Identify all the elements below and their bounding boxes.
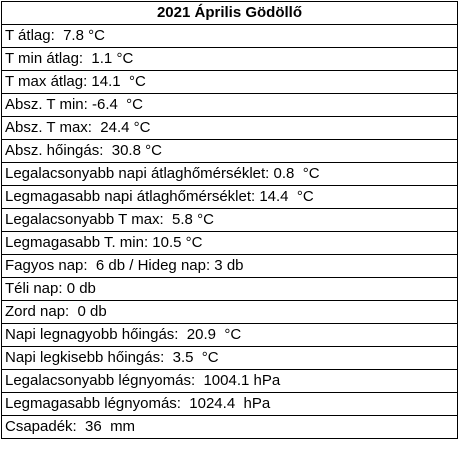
stat-lowest-max: Legalacsonyabb T max: 5.8 °C xyxy=(2,209,458,232)
table-row xyxy=(2,71,458,94)
stat-highest-pressure: Legmagasabb légnyomás: 1024.4 hPa xyxy=(2,393,458,416)
stat-absolute-max: Absz. T max: 24.4 °C xyxy=(2,117,458,140)
table-row xyxy=(2,94,458,117)
stat-absolute-range: Absz. hőingás: 30.8 °C xyxy=(2,140,458,163)
table-title: 2021 Április Gödöllő xyxy=(2,2,458,25)
stat-mean-max-temperature: T max átlag: 14.1 °C xyxy=(2,71,458,94)
stat-highest-daily-mean: Legmagasabb napi átlaghőmérséklet: 14.4 °C xyxy=(2,186,458,209)
table-row xyxy=(2,416,458,439)
table-row xyxy=(2,232,458,255)
table-row xyxy=(2,25,458,48)
table-row xyxy=(2,140,458,163)
stat-severe-days: Zord nap: 0 db xyxy=(2,301,458,324)
table-row xyxy=(2,347,458,370)
table-row xyxy=(2,48,458,71)
table-row xyxy=(2,278,458,301)
stat-lowest-daily-mean: Legalacsonyabb napi átlaghőmérséklet: 0.8 °C xyxy=(2,163,458,186)
table-row xyxy=(2,209,458,232)
table-header-row xyxy=(2,2,458,25)
table-row xyxy=(2,301,458,324)
stat-highest-min: Legmagasabb T. min: 10.5 °C xyxy=(2,232,458,255)
stat-lowest-pressure: Legalacsonyabb légnyomás: 1004.1 hPa xyxy=(2,370,458,393)
table-row xyxy=(2,117,458,140)
table-row xyxy=(2,163,458,186)
stat-absolute-min: Absz. T min: -6.4 °C xyxy=(2,94,458,117)
stat-max-daily-range: Napi legnagyobb hőingás: 20.9 °C xyxy=(2,324,458,347)
table-row xyxy=(2,370,458,393)
table-row xyxy=(2,324,458,347)
stat-mean-min-temperature: T min átlag: 1.1 °C xyxy=(2,48,458,71)
stat-winter-days: Téli nap: 0 db xyxy=(2,278,458,301)
monthly-weather-stats-table xyxy=(1,1,458,439)
table-row xyxy=(2,186,458,209)
stat-mean-temperature: T átlag: 7.8 °C xyxy=(2,25,458,48)
stat-frost-cold-days: Fagyos nap: 6 db / Hideg nap: 3 db xyxy=(2,255,458,278)
stat-precipitation: Csapadék: 36 mm xyxy=(2,416,458,439)
table-row xyxy=(2,255,458,278)
stat-min-daily-range: Napi legkisebb hőingás: 3.5 °C xyxy=(2,347,458,370)
table-row xyxy=(2,393,458,416)
